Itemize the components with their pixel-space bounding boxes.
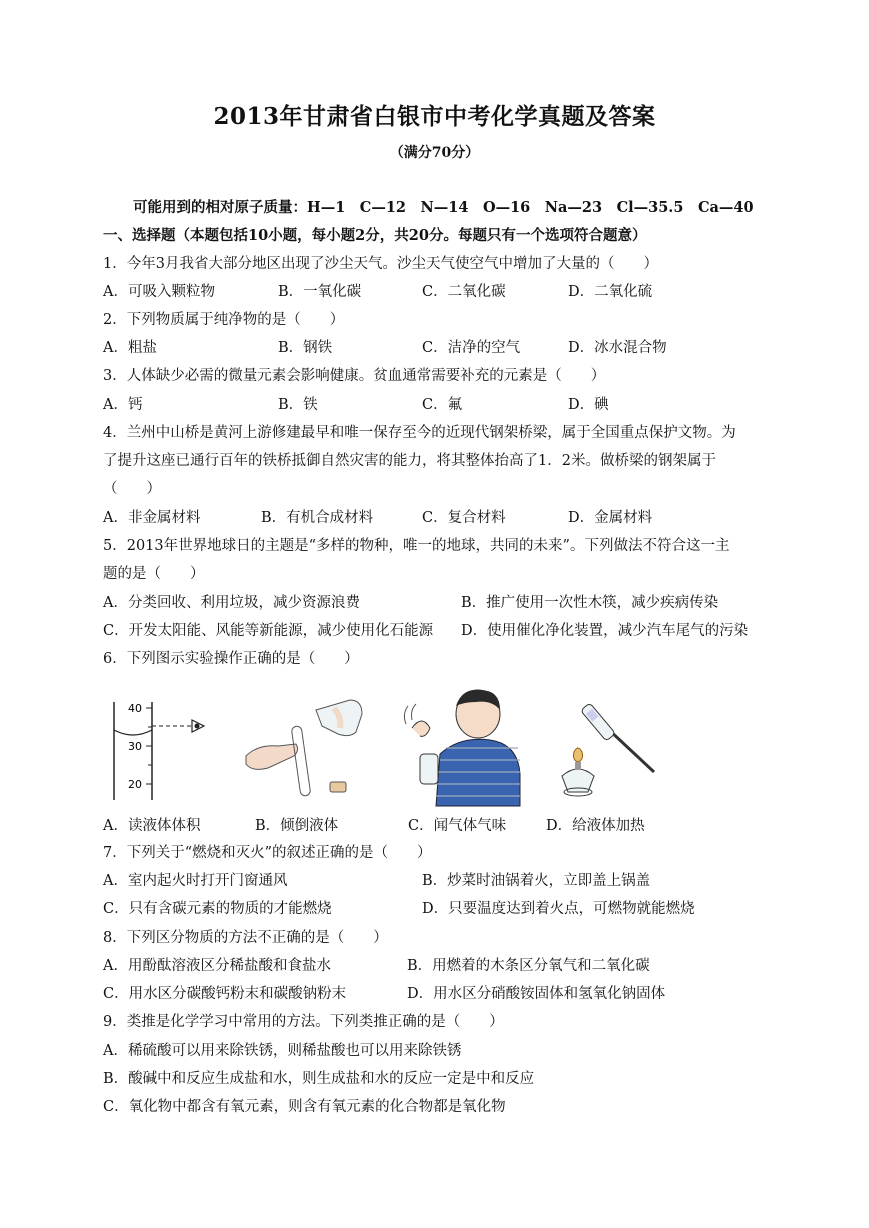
section-heading: 一、选择题（本题包括10小题，每小题2分，共20分。每题只有一个选项符合题意）	[103, 227, 647, 244]
q3-option-c: C．氟	[422, 397, 463, 413]
q4-option-b: B．有机合成材料	[261, 510, 374, 526]
q3-stem: 3．人体缺少必需的微量元素会影响健康。贫血通常需要补充的元素是（ ）	[103, 368, 606, 384]
q7-option-c: C．只有含碳元素的物质的才能燃烧	[103, 901, 332, 917]
cyl-tick-20: 20	[128, 778, 142, 791]
graduated-cylinder-figure	[108, 696, 213, 804]
smelling-gas-figure	[400, 684, 525, 808]
q7-option-a: A．室内起火时打开门窗通风	[103, 873, 288, 889]
q3-option-b: B．铁	[278, 397, 318, 413]
q5-stem-line2: 题的是（ ）	[103, 566, 205, 582]
q5-option-a: A．分类回收、利用垃圾，减少资源浪费	[103, 595, 360, 611]
q6-option-d: D．给液体加热	[546, 818, 645, 834]
q6-stem: 6．下列图示实验操作正确的是（ ）	[103, 651, 359, 667]
page-title: 2013年甘肃省白银市中考化学真题及答案	[213, 103, 656, 130]
q9-stem: 9．类推是化学学习中常用的方法。下列类推正确的是（ ）	[103, 1014, 504, 1030]
page-subtitle: （满分70分）	[389, 145, 480, 161]
q6-option-a: A．读液体体积	[103, 818, 201, 834]
q1-option-a: A．可吸入颗粒物	[103, 284, 215, 300]
q1-option-b: B．一氧化碳	[278, 284, 362, 300]
q7-option-d: D．只要温度达到着火点，可燃物就能燃烧	[422, 901, 695, 917]
q4-option-c: C．复合材料	[422, 510, 506, 526]
q8-option-d: D．用水区分硝酸铵固体和氢氧化钠固体	[407, 986, 666, 1002]
q3-option-d: D．碘	[568, 397, 609, 413]
q5-option-b: B．推广使用一次性木筷，减少疾病传染	[461, 595, 719, 611]
atomic-masses: 可能用到的相对原子质量：H—1 C—12 N—14 O—16 Na—23 Cl—35.5 Ca—40	[133, 199, 754, 216]
q2-option-a: A．粗盐	[103, 340, 157, 356]
cyl-tick-40: 40	[128, 702, 142, 715]
q9-option-a: A．稀硫酸可以用来除铁锈，则稀盐酸也可以用来除铁锈	[103, 1043, 462, 1059]
q9-option-b: B．酸碱中和反应生成盐和水，则生成盐和水的反应一定是中和反应	[103, 1071, 535, 1087]
q4-stem-line3: （ ）	[103, 481, 161, 497]
q7-option-b: B．炒菜时油锅着火，立即盖上锅盖	[422, 873, 651, 889]
q4-option-a: A．非金属材料	[103, 510, 201, 526]
q6-option-c: C．闻气体气味	[408, 818, 507, 834]
q6-option-b: B．倾倒液体	[255, 818, 339, 834]
q3-option-a: A．钙	[103, 397, 143, 413]
heating-liquid-figure	[548, 696, 658, 806]
q4-stem-line1: 4．兰州中山桥是黄河上游修建最早和唯一保存至今的近现代钢架桥梁，属于全国重点保护文物。为	[103, 425, 736, 441]
q2-option-c: C．洁净的空气	[422, 340, 521, 356]
q8-option-c: C．用水区分碳酸钙粉末和碳酸钠粉末	[103, 986, 347, 1002]
q1-stem: 1．今年3月我省大部分地区出现了沙尘天气。沙尘天气使空气中增加了大量的（ ）	[103, 256, 658, 272]
q8-option-b: B．用燃着的木条区分氧气和二氧化碳	[407, 958, 650, 974]
q9-option-c: C．氧化物中都含有氧元素，则含有氧元素的化合物都是氧化物	[103, 1099, 506, 1115]
q5-option-d: D．使用催化净化装置，减少汽车尾气的污染	[461, 623, 749, 639]
q7-stem: 7．下列关于“燃烧和灭火”的叙述正确的是（ ）	[103, 845, 432, 861]
q4-option-d: D．金属材料	[568, 510, 653, 526]
q4-stem-line2: 了提升这座已通行百年的铁桥抵御自然灾害的能力，将其整体抬高了1．2米。做桥梁的钢架属于	[103, 453, 716, 469]
q1-option-d: D．二氧化硫	[568, 284, 653, 300]
q5-option-c: C．开发太阳能、风能等新能源，减少使用化石能源	[103, 623, 434, 639]
q8-stem: 8．下列区分物质的方法不正确的是（ ）	[103, 930, 388, 946]
q2-option-d: D．冰水混合物	[568, 340, 667, 356]
pouring-liquid-figure	[238, 698, 368, 804]
q2-stem: 2．下列物质属于纯净物的是（ ）	[103, 312, 345, 328]
q1-option-c: C．二氧化碳	[422, 284, 506, 300]
q2-option-b: B．钢铁	[278, 340, 333, 356]
q8-option-a: A．用酚酞溶液区分稀盐酸和食盐水	[103, 958, 331, 974]
q5-stem-line1: 5．2013年世界地球日的主题是“多样的物种，唯一的地球，共同的未来”。下列做法不符合这一主	[103, 538, 730, 554]
cyl-tick-30: 30	[128, 740, 142, 753]
